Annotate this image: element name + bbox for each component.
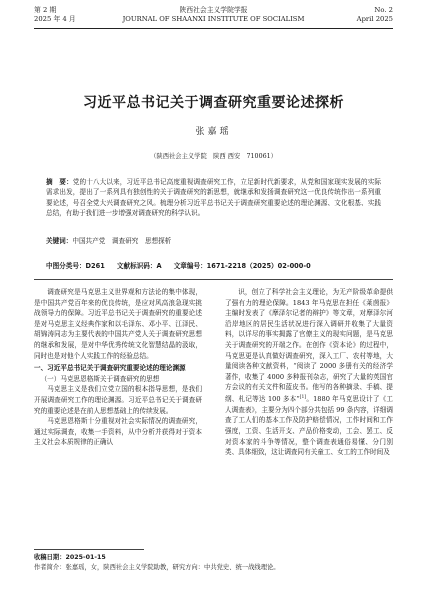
- keywords-label: 关键词：: [46, 237, 73, 245]
- header-rule: [34, 28, 393, 29]
- date-en: April 2025: [356, 15, 393, 23]
- body-column-right: [225, 287, 393, 458]
- subsection-heading: （一）马克思恩格斯关于调查研究的思想: [40, 374, 160, 383]
- document-code: 文献标识码：A: [116, 262, 162, 270]
- keywords-text: 中国共产党 调查研究 思想探析: [72, 237, 172, 245]
- author-name: 张嘉瑶: [195, 127, 232, 137]
- paragraph-text: 识，创立了科学社会主义理论，为无产阶级革命提供了强有力的理论保障。1843 年马克思在担任《莱茵报》主编时发表了《摩泽尔记者的辩护》等文章，对摩泽尔河沿岸地区的居民生活状况进行深入调研并收集了大量资料，以详尽的事实揭露了官僚主义的现实问题，是马克思关于调查研究的开端之作。在创作《资本论》的过程中，马克思更是认真做好调查研究，深入工厂、农村等地，大量阅读各种文献资料，“阅读了 2000 多册有关的经济学著作，收集了 4000 多种报刊杂志，研究了大量的英国官方会议的有关文件和蓝皮书。他写的各种摘录、手稿、提纲、札记等达 100 多本”: [225, 288, 393, 404]
- running-header: [34, 6, 393, 24]
- citation-marker: [1]: [299, 394, 307, 400]
- clc-number: 中图分类号：D261: [46, 262, 105, 270]
- body-paragraph: [225, 287, 393, 458]
- journal-en: JOURNAL OF SHAANXI INSTITUTE OF SOCIALISM: [122, 15, 305, 23]
- received-date: 收稿日期：2025-01-15: [34, 554, 106, 561]
- date-cn: 2025 年 4 月: [34, 15, 76, 23]
- body-paragraph: 马克思恩格斯十分重视对社会实际情况的调查研究，通过实际调查，收集一手资料，从中分析并获得对于资本主义社会本质规律的正确认: [34, 417, 202, 447]
- footnote: [34, 553, 393, 572]
- article-number: 文章编号：1671-2218（2025）02-000-0: [173, 262, 311, 270]
- body-paragraph: 调查研究是马克思主义世界观和方法论的集中体现，是中国共产党百年来的优良传统，是应对风高浪急现实挑战领导力的保障。习近平总书记关于调查研究的重要论述是对马克思主义经典作家和以毛泽东、邓小平、江泽民、胡锦涛同志为主要代表的中国共产党人关于调查研究思想的继承和发展，是对中华优秀传统文化智慧结晶的汲取，同时也是对他个人实践工作的经验总结。: [34, 288, 202, 360]
- author-bio: 作者简介：张嘉瑶，女，陕西社会主义学院助教，研究方向：中共党史、统一战线理论。: [34, 563, 280, 571]
- affiliation: （陕西社会主义学院 陕西 西安 710061）: [150, 153, 277, 160]
- meta-rule: [34, 279, 393, 280]
- keywords: [46, 235, 381, 245]
- article-title: 习近平总书记关于调查研究重要论述探析: [83, 95, 344, 111]
- journal-cn: 陕西社会主义学院学报: [179, 6, 248, 14]
- body-paragraph: 马克思主义是我们立党立国的根本指导思想，是我们开展调查研究工作的理论渊源。习近平总书记关于调查研究的重要论述是在前人思想基础上的传续发展。: [34, 385, 202, 415]
- abstract-label: 摘 要：: [46, 178, 73, 186]
- body-column-left: [34, 287, 202, 448]
- issue-no: No. 2: [374, 6, 393, 14]
- paragraph-text-end: 。1880 年马克思设计了《工人调查表》，主要分为四个部分共包括 99 条内容，详细调查了工人们的基本工作及防护赔偿情况，工作时间和工作强度，工资、生活开支、产品价格变动，工会、罢工、反对资本家的斗争等情况，整个调查表通俗易懂、分门别类、具体细致，这让调查同有关童工、女工的工作时间及: [225, 395, 393, 457]
- section-heading: 一、习近平总书记关于调查研究重要论述的理论渊源: [34, 364, 186, 373]
- abstract: [46, 177, 381, 219]
- issue-cn: 第 2 期: [34, 6, 57, 14]
- classification-meta: [46, 260, 381, 270]
- abstract-text: 党的十八大以来，习近平总书记高度重视调查研究工作，立足新时代新要求，从党和国家现实发展的实际需求出发，提出了一系列具有独创性的关于调查研究的新思想，就继承和发扬调查研究这一优良传统作出一系列重要论述，号召全党大兴调查研究之风。梳理分析习近平总书记关于调查研究重要论述的理论渊源、文化根基、实践总结，有助于我们进一步增强对调查研究的科学认识。: [46, 178, 382, 218]
- footnote-rule: [34, 549, 144, 550]
